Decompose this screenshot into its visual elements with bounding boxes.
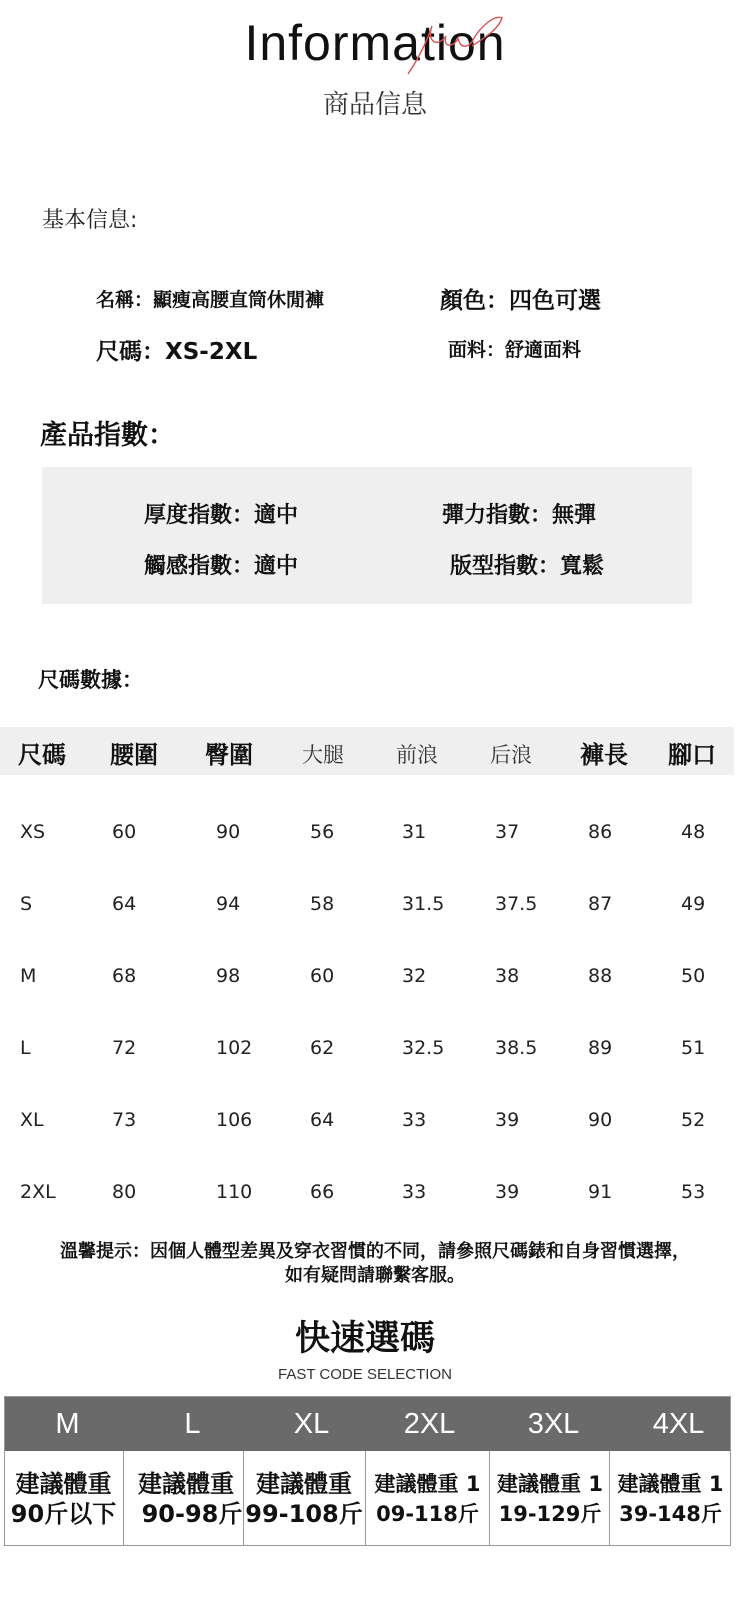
recommended-weight <box>367 1469 488 1529</box>
measure-cell: 110 <box>216 1181 253 1203</box>
recommended-weight <box>491 1469 609 1529</box>
measure-cell: 38 <box>495 965 520 987</box>
weight-label: 建議體重 <box>256 1470 352 1498</box>
weight-label: 建議體重 <box>138 1470 234 1498</box>
column-header: 尺碼 <box>18 741 66 769</box>
quick-size-title: 快速選碼 <box>294 1319 435 1359</box>
weight-range: 09-118斤 <box>376 1502 479 1526</box>
product-index-heading: 產品指數： <box>40 420 175 451</box>
size-data-heading: 尺碼數據： <box>38 668 143 692</box>
sizing-tip-line: 如有疑問請聯繫客服。 <box>285 1265 465 1286</box>
weight-range: 19-129斤 <box>498 1502 602 1526</box>
product-index-panel <box>42 467 692 604</box>
table-row <box>0 1029 750 1069</box>
measure-cell: 102 <box>216 1037 253 1059</box>
product-fabric: 面料：舒適面料 <box>448 339 582 361</box>
quick-size-label: M <box>55 1408 80 1440</box>
table-row <box>0 885 750 925</box>
column-divider <box>489 1451 490 1545</box>
measure-cell: 58 <box>310 893 335 915</box>
quick-size-label: 2XL <box>403 1408 456 1440</box>
measure-cell: 64 <box>112 893 137 915</box>
recommended-weight <box>3 1469 124 1529</box>
measure-cell: 32.5 <box>402 1037 445 1059</box>
measure-cell: 68 <box>112 965 137 987</box>
measure-cell: 106 <box>216 1109 253 1131</box>
measure-cell: 33 <box>402 1109 427 1131</box>
column-divider <box>609 1451 610 1545</box>
sizing-tip-line: 溫馨提示：因個人體型差異及穿衣習慣的不同，請參照尺碼錶和自身習慣選擇， <box>60 1241 690 1262</box>
measure-cell: 31 <box>402 821 427 843</box>
measure-cell: 90 <box>588 1109 613 1131</box>
measure-cell: 37 <box>495 821 520 843</box>
measure-cell: 38.5 <box>495 1037 538 1059</box>
measure-cell: 90 <box>216 821 241 843</box>
measure-cell: 31.5 <box>402 893 445 915</box>
product-name: 名稱：顯瘦高腰直筒休閒褲 <box>96 289 325 311</box>
measure-cell: 73 <box>112 1109 137 1131</box>
quick-size-subtitle: FAST CODE SELECTION <box>278 1366 452 1383</box>
recommended-weight <box>611 1469 730 1529</box>
measure-cell: 87 <box>588 893 613 915</box>
basic-info-heading: 基本信息: <box>42 208 138 233</box>
measure-cell: 39 <box>495 1109 520 1131</box>
size-cell: S <box>20 893 33 915</box>
recommended-weight <box>127 1469 245 1529</box>
page-title: Information <box>244 15 506 71</box>
measure-cell: 88 <box>588 965 613 987</box>
measure-cell: 39 <box>495 1181 520 1203</box>
table-row <box>0 957 750 997</box>
size-cell: M <box>20 965 37 987</box>
measure-cell: 60 <box>112 821 137 843</box>
weight-range: 90斤以下 <box>10 1500 117 1528</box>
measure-cell: 86 <box>588 821 613 843</box>
size-cell: 2XL <box>20 1181 56 1203</box>
measure-cell: 37.5 <box>495 893 538 915</box>
measure-cell: 98 <box>216 965 241 987</box>
weight-label: 建議體重 1 <box>497 1472 603 1496</box>
measure-cell: 32 <box>402 965 427 987</box>
page-subtitle: 商品信息 <box>322 90 427 120</box>
column-header: 腳口 <box>668 741 716 769</box>
recommended-weight <box>245 1469 363 1529</box>
weight-label: 建議體重 <box>15 1470 112 1498</box>
column-header: 腰圍 <box>110 741 158 769</box>
column-divider <box>365 1451 366 1545</box>
measure-cell: 52 <box>681 1109 706 1131</box>
column-header: 后浪 <box>490 743 532 767</box>
weight-label: 建議體重 1 <box>374 1472 481 1496</box>
size-cell: L <box>20 1037 31 1059</box>
weight-range: 39-148斤 <box>619 1502 722 1526</box>
quick-size-label: XL <box>293 1408 330 1440</box>
measure-cell: 94 <box>216 893 241 915</box>
size-table-header <box>0 727 734 775</box>
weight-label: 建議體重 1 <box>617 1472 724 1496</box>
measure-cell: 56 <box>310 821 335 843</box>
measure-cell: 49 <box>681 893 706 915</box>
measure-cell: 80 <box>112 1181 137 1203</box>
elasticity-index: 彈力指數：無彈 <box>442 503 597 528</box>
measure-cell: 60 <box>310 965 335 987</box>
measure-cell: 33 <box>402 1181 427 1203</box>
column-header: 臀圍 <box>205 741 253 769</box>
measure-cell: 89 <box>588 1037 613 1059</box>
thickness-index: 厚度指數：適中 <box>144 503 299 528</box>
column-header: 前浪 <box>396 743 438 767</box>
quick-size-label: L <box>184 1408 201 1440</box>
measure-cell: 91 <box>588 1181 613 1203</box>
weight-range: 99-108斤 <box>245 1500 363 1528</box>
measure-cell: 53 <box>681 1181 706 1203</box>
script-decoration-icon <box>398 8 508 80</box>
product-size-range: 尺碼：XS-2XL <box>96 339 258 365</box>
fit-index: 版型指數：寬鬆 <box>450 554 605 579</box>
column-header: 大腿 <box>302 743 344 767</box>
measure-cell: 64 <box>310 1109 335 1131</box>
measure-cell: 62 <box>310 1037 335 1059</box>
quick-size-label: 4XL <box>652 1408 705 1440</box>
quick-size-table <box>4 1396 731 1546</box>
quick-size-header <box>5 1397 730 1451</box>
measure-cell: 72 <box>112 1037 137 1059</box>
size-cell: XL <box>20 1109 44 1131</box>
table-row <box>0 1101 750 1141</box>
measure-cell: 66 <box>310 1181 335 1203</box>
size-cell: XS <box>20 821 46 843</box>
measure-cell: 48 <box>681 821 706 843</box>
table-row <box>0 813 750 853</box>
table-row <box>0 1173 750 1213</box>
measure-cell: 50 <box>681 965 706 987</box>
sizing-tip <box>0 1240 750 1288</box>
product-color: 顏色：四色可選 <box>440 288 601 314</box>
column-header: 褲長 <box>580 741 628 769</box>
quick-size-label: 3XL <box>527 1408 580 1440</box>
weight-range: 90-98斤 <box>141 1500 243 1528</box>
measure-cell: 51 <box>681 1037 706 1059</box>
touch-index: 觸感指數：適中 <box>144 554 299 579</box>
